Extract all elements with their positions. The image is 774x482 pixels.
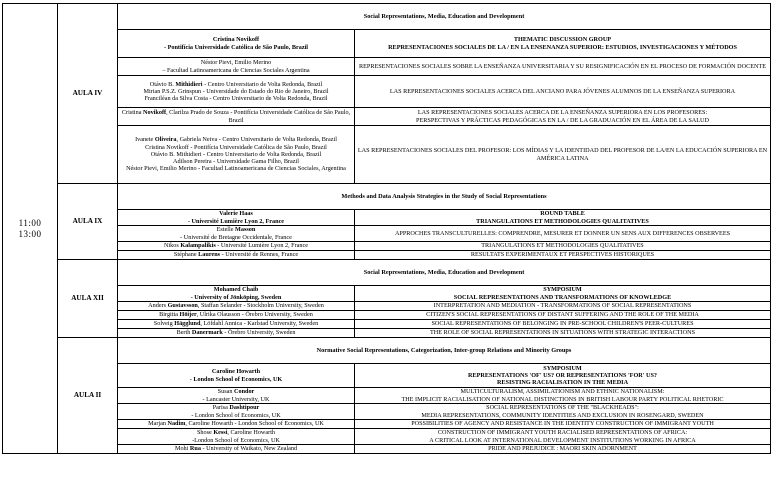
presentation-row — [3, 251, 771, 260]
presentation-title-cell — [355, 404, 771, 420]
presentation-title: MEDIA REPRESENTATIONS, COMMUNITY IDENTITIES AND EXCLUSION IN ROSENGARD, SWEDEN — [421, 411, 704, 419]
authors-cell — [118, 302, 355, 311]
presentation-row — [3, 429, 771, 445]
author-line: Nikos Kalampalikis - Université Lumière Lyon 2, France — [163, 242, 309, 250]
authors-cell — [118, 320, 355, 329]
session-header-row — [3, 286, 771, 302]
presentation-title-cell — [355, 302, 771, 311]
chair-affiliation: - Pontifícia Universidade Católica de São Paulo, Brazil — [163, 43, 309, 51]
author-line: Berth Danermark - Örebro University, Sweden — [176, 329, 296, 337]
presentation-title-cell — [355, 251, 771, 260]
author-line: Stéphane Laurens - Université de Rennes, France — [173, 251, 299, 259]
author-line: Cristina Novikoff, Clarilza Prado de Souza - Pontifícia Universidade Católica de São Paulo, Brazil — [121, 109, 351, 124]
session-header-row — [3, 364, 771, 388]
presentation-title-cell — [355, 58, 771, 76]
session-title: REPRESENTATIONS 'OF' US? OR REPRESENTATIONS 'FOR' US? — [468, 371, 657, 379]
author-surname-emphasis: Laurens — [198, 251, 221, 259]
session-title: SOCIAL REPRESENTATIONS AND TRANSFORMATIONS OF KNOWLEDGE — [453, 293, 672, 301]
presentation-title: INTERPRETATION AND MEDIATION - TRANSFORMATIONS OF SOCIAL REPRESENTATIONS — [433, 302, 692, 310]
authors-cell — [118, 108, 355, 126]
presentation-title: PRIDE AND PREJUDICE : MAORI SKIN ADORNMENT — [488, 445, 637, 453]
authors-cell — [118, 242, 355, 251]
chair-name: Caroline Howarth — [211, 368, 261, 376]
author-line: - London School of Economics, UK — [191, 411, 281, 419]
author-line: Néstor Pievi, Emilio Merino - Facultad Latinoamericana de Ciencias Sociales, Argentina — [126, 165, 346, 173]
session-type: SYMPOSIUM — [543, 286, 582, 294]
presentation-title-cell — [355, 429, 771, 445]
author-line: Anders Gustavsson, Staffan Selander - Stockholm University, Sweden — [148, 302, 324, 310]
theme-row — [3, 184, 771, 210]
time-slot-cell — [3, 4, 58, 454]
author-line: Estelle Masson — [216, 226, 256, 234]
presentation-row — [3, 311, 771, 320]
chair-name: Mohamed Chaib — [213, 286, 259, 294]
author-surname-emphasis: Hägglund — [174, 320, 201, 328]
authors-cell — [118, 445, 355, 454]
chair-affiliation: - London School of Economics, UK — [189, 375, 283, 383]
theme-row — [3, 260, 771, 286]
chair-cell — [118, 286, 355, 302]
authors-cell — [118, 311, 355, 320]
authors-cell — [118, 329, 355, 338]
author-line: - Université de Bretagne Occidentale, France — [180, 233, 292, 241]
room-cell: AULA IV — [58, 4, 118, 184]
presentation-row — [3, 108, 771, 126]
author-line: Susan Condor — [217, 388, 255, 396]
presentation-title: LAS REPRESENTACIONES SOCIALES DEL PROFESOR: LOS MÍDIAS Y LA IDENTIDAD DEL PROFESOR DE LA/EN LA EDUCACIÓN SUPERIORA EN AMÉRICA LATINA — [357, 147, 768, 162]
session-cell — [355, 286, 771, 302]
presentation-row — [3, 76, 771, 108]
session-cell — [355, 364, 771, 388]
presentation-title: POSSIBILITIES OF AGENCY AND RESISTANCE IN THE IDENTITY CONSTRUCTION OF IMMIGRANT YOUTH — [411, 420, 714, 428]
time-end: 13:00 — [18, 228, 42, 239]
presentation-title-cell — [355, 226, 771, 242]
session-cell — [355, 30, 771, 58]
chair-cell — [118, 30, 355, 58]
author-line: Marjan Nadim, Caroline Howarth - London School of Economics, UK — [148, 420, 324, 428]
author-line: Solveig Hägglund, Löfdahl Annica - Karlstad University, Sweden — [153, 320, 319, 328]
author-surname-emphasis: Nadim — [167, 420, 186, 428]
presentation-title: SOCIAL REPRESENTATIONS OF THE "BLACKHEADS": — [486, 404, 639, 412]
author-line: Mirian P.S.Z. Grinspun - Universidade do Estado do Rio de Janeiro, Brazil — [143, 87, 329, 95]
presentation-row — [3, 445, 771, 454]
authors-cell — [118, 126, 355, 184]
author-surname-emphasis: Gustavsson — [167, 302, 198, 310]
theme-title: Social Representations, Media, Education and Development — [118, 4, 771, 30]
presentation-title-cell — [355, 388, 771, 404]
presentation-title: TRIANGULATIONS ET METHODOLOGIES QUALITATIVES — [481, 242, 644, 250]
presentation-row — [3, 404, 771, 420]
chair-affiliation: - University of Jönköping, Sweden — [190, 293, 282, 301]
chair-cell — [118, 210, 355, 226]
presentation-title-cell — [355, 311, 771, 320]
presentation-title-cell — [355, 445, 771, 454]
session-type: ROUND TABLE — [540, 210, 585, 218]
author-line: Néstor Pievi, Emilio Merino — [200, 59, 272, 67]
author-surname-emphasis: Masson — [235, 226, 256, 234]
author-line: Mohi Rua - University of Waikato, New Zealand — [174, 445, 298, 453]
time-start: 11:00 — [18, 217, 42, 228]
theme-row — [3, 4, 771, 30]
chair-name: Valerie Haas — [219, 210, 253, 218]
chair-affiliation: - Université Lumière Lyon 2, France — [187, 217, 285, 225]
author-line: - Lancaster University, UK — [202, 395, 270, 403]
author-surname-emphasis: Kessi — [213, 429, 228, 437]
presentation-title: LAS REPRESENTACIONES SOCIALES ACERCA DE LA ENSEÑANZA SUPERIORA EN LOS PROFESORES: — [417, 109, 708, 117]
author-line: Franciléan da Silva Costa - Centro Universitario de Volta Redonda, Brazil — [144, 95, 328, 103]
authors-cell — [118, 76, 355, 108]
author-surname-emphasis: Condor — [234, 388, 255, 396]
chair-cell — [118, 364, 355, 388]
author-surname-emphasis: Mithidieri — [175, 80, 203, 88]
presentation-row — [3, 302, 771, 311]
presentation-title: RESULTATS EXPERIMENTAUX ET PERSPECTIVES HISTORIQUES — [470, 251, 655, 259]
authors-cell — [118, 388, 355, 404]
presentation-title-cell — [355, 108, 771, 126]
author-line: Otávio B. Mithidieri - Centro Universitario de Volta Redonda, Brazil — [149, 80, 323, 88]
theme-row — [3, 338, 771, 364]
presentation-row — [3, 242, 771, 251]
presentation-title: APPROCHES TRANSCULTURELLES: COMPRENDRE, MESURER ET DONNER UN SENS AUX DIFFERENCES OBSERVEES — [394, 229, 731, 237]
presentation-title: MULTICULTURALISM, ASSIMILATIONISM AND ETHNIC NATIONALISM: — [460, 388, 665, 396]
presentation-title-cell — [355, 126, 771, 184]
presentation-title: CONSTRUCTION OF IMMIGRANT YOUTH RACIALISED REPRESENTATIONS OF AFRICA: — [437, 429, 688, 437]
author-surname-emphasis: Kalampalikis — [180, 242, 216, 250]
room-cell: AULA XII — [58, 260, 118, 338]
author-line: Cristina Novikoff - Pontifícia Universidade Católica de São Paulo, Brazil — [145, 143, 327, 151]
presentation-row — [3, 420, 771, 429]
session-cell — [355, 210, 771, 226]
presentation-row — [3, 388, 771, 404]
presentation-title-cell — [355, 320, 771, 329]
authors-cell — [118, 251, 355, 260]
presentation-row — [3, 226, 771, 242]
author-line: Shose Kessi, Caroline Howarth — [196, 429, 276, 437]
presentation-title: PERSPECTIVAS Y PRÁCTICAS PEDAGÓGICAS EN LA / DE LA GRADUACIÓN EN EL ÁREA DE LA SALUD — [416, 116, 709, 124]
presentation-title-cell — [355, 76, 771, 108]
author-surname-emphasis: Novikoff — [143, 109, 167, 117]
presentation-title: THE IMPLICIT RACIALISATION OF NATIONAL DISTINCTIONS IN BRITISH LABOUR PARTY POLITICAL RHETORIC — [401, 395, 724, 403]
room-cell: AULA IX — [58, 184, 118, 260]
session-header-row — [3, 30, 771, 58]
theme-title: Methods and Data Analysis Strategies in the Study of Social Representations — [118, 184, 771, 210]
presentation-row — [3, 126, 771, 184]
author-surname-emphasis: Danermark — [191, 329, 223, 337]
session-header-row — [3, 210, 771, 226]
author-line: Birgitta Höijer, Ulrika Olausson - Örebro University, Sweden — [159, 311, 313, 319]
authors-cell — [118, 420, 355, 429]
chair-name: Cristina Novikoff — [212, 36, 260, 44]
theme-title: Social Representations, Media, Education and Development — [118, 260, 771, 286]
presentation-row — [3, 329, 771, 338]
author-line: -London School of Economics, UK — [192, 436, 280, 444]
presentation-title-cell — [355, 420, 771, 429]
session-subtitle: RESISTING RACIALISATION IN THE MEDIA — [496, 379, 629, 387]
presentation-title: THE ROLE OF SOCIAL REPRESENTATIONS IN SITUATIONS WITH STRATEGIC INTERACTIONS — [429, 329, 696, 337]
presentation-title: LAS REPRESENTACIONES SOCIALES ACERCA DEL ANCIANO PARA JÓVENES ALUMNOS DE LA ENSEÑANZA SUPERIORA — [389, 87, 736, 95]
presentation-title: SOCIAL REPRESENTATIONS OF BELONGING IN PRE-SCHOOL CHILDREN'S PEER-CULTURES — [431, 320, 694, 328]
author-surname-emphasis: Oliveira — [154, 136, 177, 144]
authors-cell — [118, 226, 355, 242]
presentation-title: REPRESENTACIONES SOCIALES SOBRE LA ENSEÑANZA UNIVERSITARIA Y SU RESIGNIFICACIÓN EN EL PROCESO DE FORMACIÓN DOCENTE — [358, 62, 767, 70]
author-line: Otávio B. Mithidieri - Centro Universitario de Volta Redonda, Brazil — [150, 150, 322, 158]
author-line: Adilson Pereira - Universidade Gama Filho, Brazil — [173, 158, 299, 166]
author-line: – Facultad Latinoamericana de Ciencias Sociales Argentina — [162, 66, 310, 74]
author-line: Parisa Dashtipour — [212, 404, 260, 412]
authors-cell — [118, 404, 355, 420]
author-surname-emphasis: Rua — [189, 445, 201, 453]
authors-cell — [118, 429, 355, 445]
room-cell: AULA II — [58, 338, 118, 454]
session-title: REPRESENTACIONES SOCIALES DE LA / EN LA ENSENANZA SUPERIOR: ESTUDIOS, INVESTIGACIONES Y MÉTODOS — [388, 43, 737, 51]
session-title: TRIANGULATIONS ET METHODOLOGIES QUALITATIVES — [476, 217, 649, 225]
author-surname-emphasis: Dashtipour — [229, 404, 260, 412]
author-line: Ivanete Oliveira, Gabriela Neiva - Centro Universitario de Volta Redonda, Brazil — [135, 136, 337, 144]
presentation-title: CITIZEN'S SOCIAL REPRESENTATIONS OF DISTANT SUFFERING AND THE ROLE OF THE MEDIA — [426, 311, 699, 319]
author-surname-emphasis: Höijer — [179, 311, 197, 319]
presentation-title: A CRITICAL LOOK AT INTERNATIONAL DEVELOPMENT INSTITUTIONS WORKING IN AFRICA — [429, 436, 696, 444]
session-type: SYMPOSIUM — [543, 364, 582, 372]
presentation-row — [3, 58, 771, 76]
session-type: THEMATIC DISCUSSION GROUP — [513, 36, 612, 44]
presentation-row — [3, 320, 771, 329]
presentation-title-cell — [355, 242, 771, 251]
presentation-title-cell — [355, 329, 771, 338]
theme-title: Normative Social Representations, Categorization, Inter-group Relations and Minority Groups — [118, 338, 771, 364]
programme-table — [2, 3, 771, 454]
authors-cell — [118, 58, 355, 76]
